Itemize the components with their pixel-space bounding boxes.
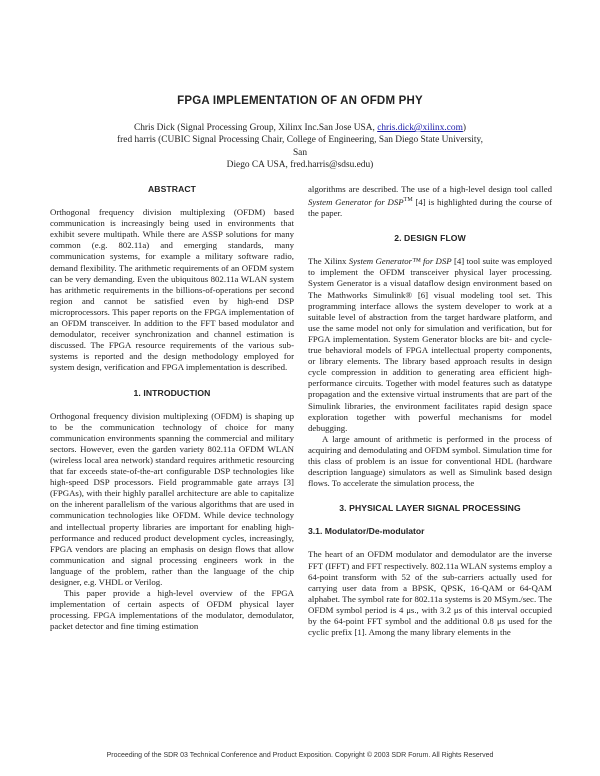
author-line-2: fred harris (CUBIC Signal Processing Chair, College of Engineering, San Diego State University, San <box>117 135 483 158</box>
page-footer: Proceeding of the SDR 03 Technical Conference and Product Exposition. Copyright © 2003 SDR Forum. All Rights Reserved <box>106 752 494 759</box>
modulator-subheading: 3.1. Modulator/De-modulator <box>308 526 425 537</box>
physical-layer-heading: 3. PHYSICAL LAYER SIGNAL PROCESSING <box>339 503 521 514</box>
left-column <box>50 184 294 632</box>
introduction-heading: 1. INTRODUCTION <box>133 387 211 398</box>
modulator-paragraph-1: The heart of an OFDM modulator and demodulator are the inverse FFT (IFFT) and FFT respectively. 802.11a WLAN systems employ a 64-point transform with 52 of the sub-carriers actually used for carrying user data from a BPSK, QPSK, 16-QAM or 64-QAM alphabet. The symbol rate for 802.11a systems is 20 MSym./sec. The OFDM symbol period is 4 μs., with 3.2 μs of this interval occupied by the 64-point FFT symbol and the additional 0.8 μs used for the cyclic prefix [1]. Among the many library elements in the <box>308 549 552 638</box>
design-flow-heading: 2. DESIGN FLOW <box>394 233 466 244</box>
abstract-heading: ABSTRACT <box>147 184 197 194</box>
paper-title: FPGA IMPLEMENTATION OF AN OFDM PHY <box>177 95 423 107</box>
introduction-paragraph-1: Orthogonal frequency division multiplexing (OFDM) is shaping up to be the communication technology of choice for many communication environments spanning the commercial and military sectors. However, even the garden variety 802.11a OFDM WLAN (wireless local area network) standard requires arithmetic resourcing that far exceeds state-of-the-art configurable DSP technologies like high-speed DSP processors. Field programmable gate arrays [3] (FPGAs), with their highly parallel architecture are able to capitalize on the inherent parallelism of the various algorithms that are used in communication technologies like OFDM. While device technology and intellectual property libraries are important for enabling high-performance and reduced product development cycles, increasingly, FPGA vendors are placing an emphasis on design flows that allow communication and signal processing engineers work in the language of the problem, rather than the language of the chip designer, e.g. VHDL or Verilog. <box>50 410 294 587</box>
abstract-text: Orthogonal frequency division multiplexing (OFDM) based communication is increasingly being used in environments that exhibit severe multipath. While there are ASSP solutions for many common (e.g. 802.11a) and emerging standards, many communication systems, for example a military software radio, demand flexibility. The arithmetic requirements of an OFDM system can be very demanding. Even the ubiquitous 802.11a WLAN system has arithmetic requirements in the billions-of-operations per second region and cannot be satisfied even by high-end DSP microprocessors. This paper reports on the FPGA implementation of an OFDM transceiver. In addition to the FFT based modulator and demodulator, receiver synchronization and channel estimation is discussed. The FPGA resource requirements of the various sub-systems is reported and the design methodology employed for system design, verification and FPGA implementation is described. <box>50 207 294 373</box>
author-block <box>110 122 490 172</box>
introduction-continuation: algorithms are described. The use of a high-level design tool called System Generator for DSP™ [4] is highlighted during the course of the paper. <box>308 184 552 219</box>
author-email-link[interactable]: chris.dick@xilinx.com <box>377 123 463 133</box>
right-column <box>308 184 552 638</box>
design-flow-paragraph-1: The Xilinx System Generator™ for DSP [4] tool suite was employed to implement the OFDM transceiver physical layer processing. System Generator is a visual dataflow design environment based on The Mathworks Simulink® [6] visual modeling tool set. This programming interface allows the system developer to work at a suitable level of abstraction from the target hardware platform, and use the same model not only for simulation and verification, but for FPGA implementation. System Generator blocks are bit- and cycle-true behavioral models of FPGA intellectual property components, or library elements. The library based approach results in design cycle compression in addition to generating area efficient high-performance circuits. Together with model features such as datatype propagation and the extensive virtual instruments that are part of the Simulink libraries, the environment facilitates rapid design space exploration together with powerful mechanisms for model debugging. <box>308 256 553 433</box>
author-line-3: Diego CA USA, fred.harris@sdsu.edu) <box>226 160 374 171</box>
design-flow-paragraph-2: A large amount of arithmetic is performed in the process of acquiring and demodulating and OFDM symbol. Simulation time for this class of problem is an issue for conventional HDL (hardware description language) simulators as well as Simulink based design flows. To accelerate the simulation process, the <box>308 433 552 489</box>
introduction-paragraph-2: This paper provide a high-level overview of the FPGA implementation of certain aspects of OFDM physical layer processing. FPGA implementations of the modulator, demodulator, packet detector and fine timing estimation <box>50 588 294 632</box>
author-line-1: Chris Dick (Signal Processing Group, Xilinx Inc.San Jose USA, chris.dick@xilinx.com) <box>133 123 467 133</box>
